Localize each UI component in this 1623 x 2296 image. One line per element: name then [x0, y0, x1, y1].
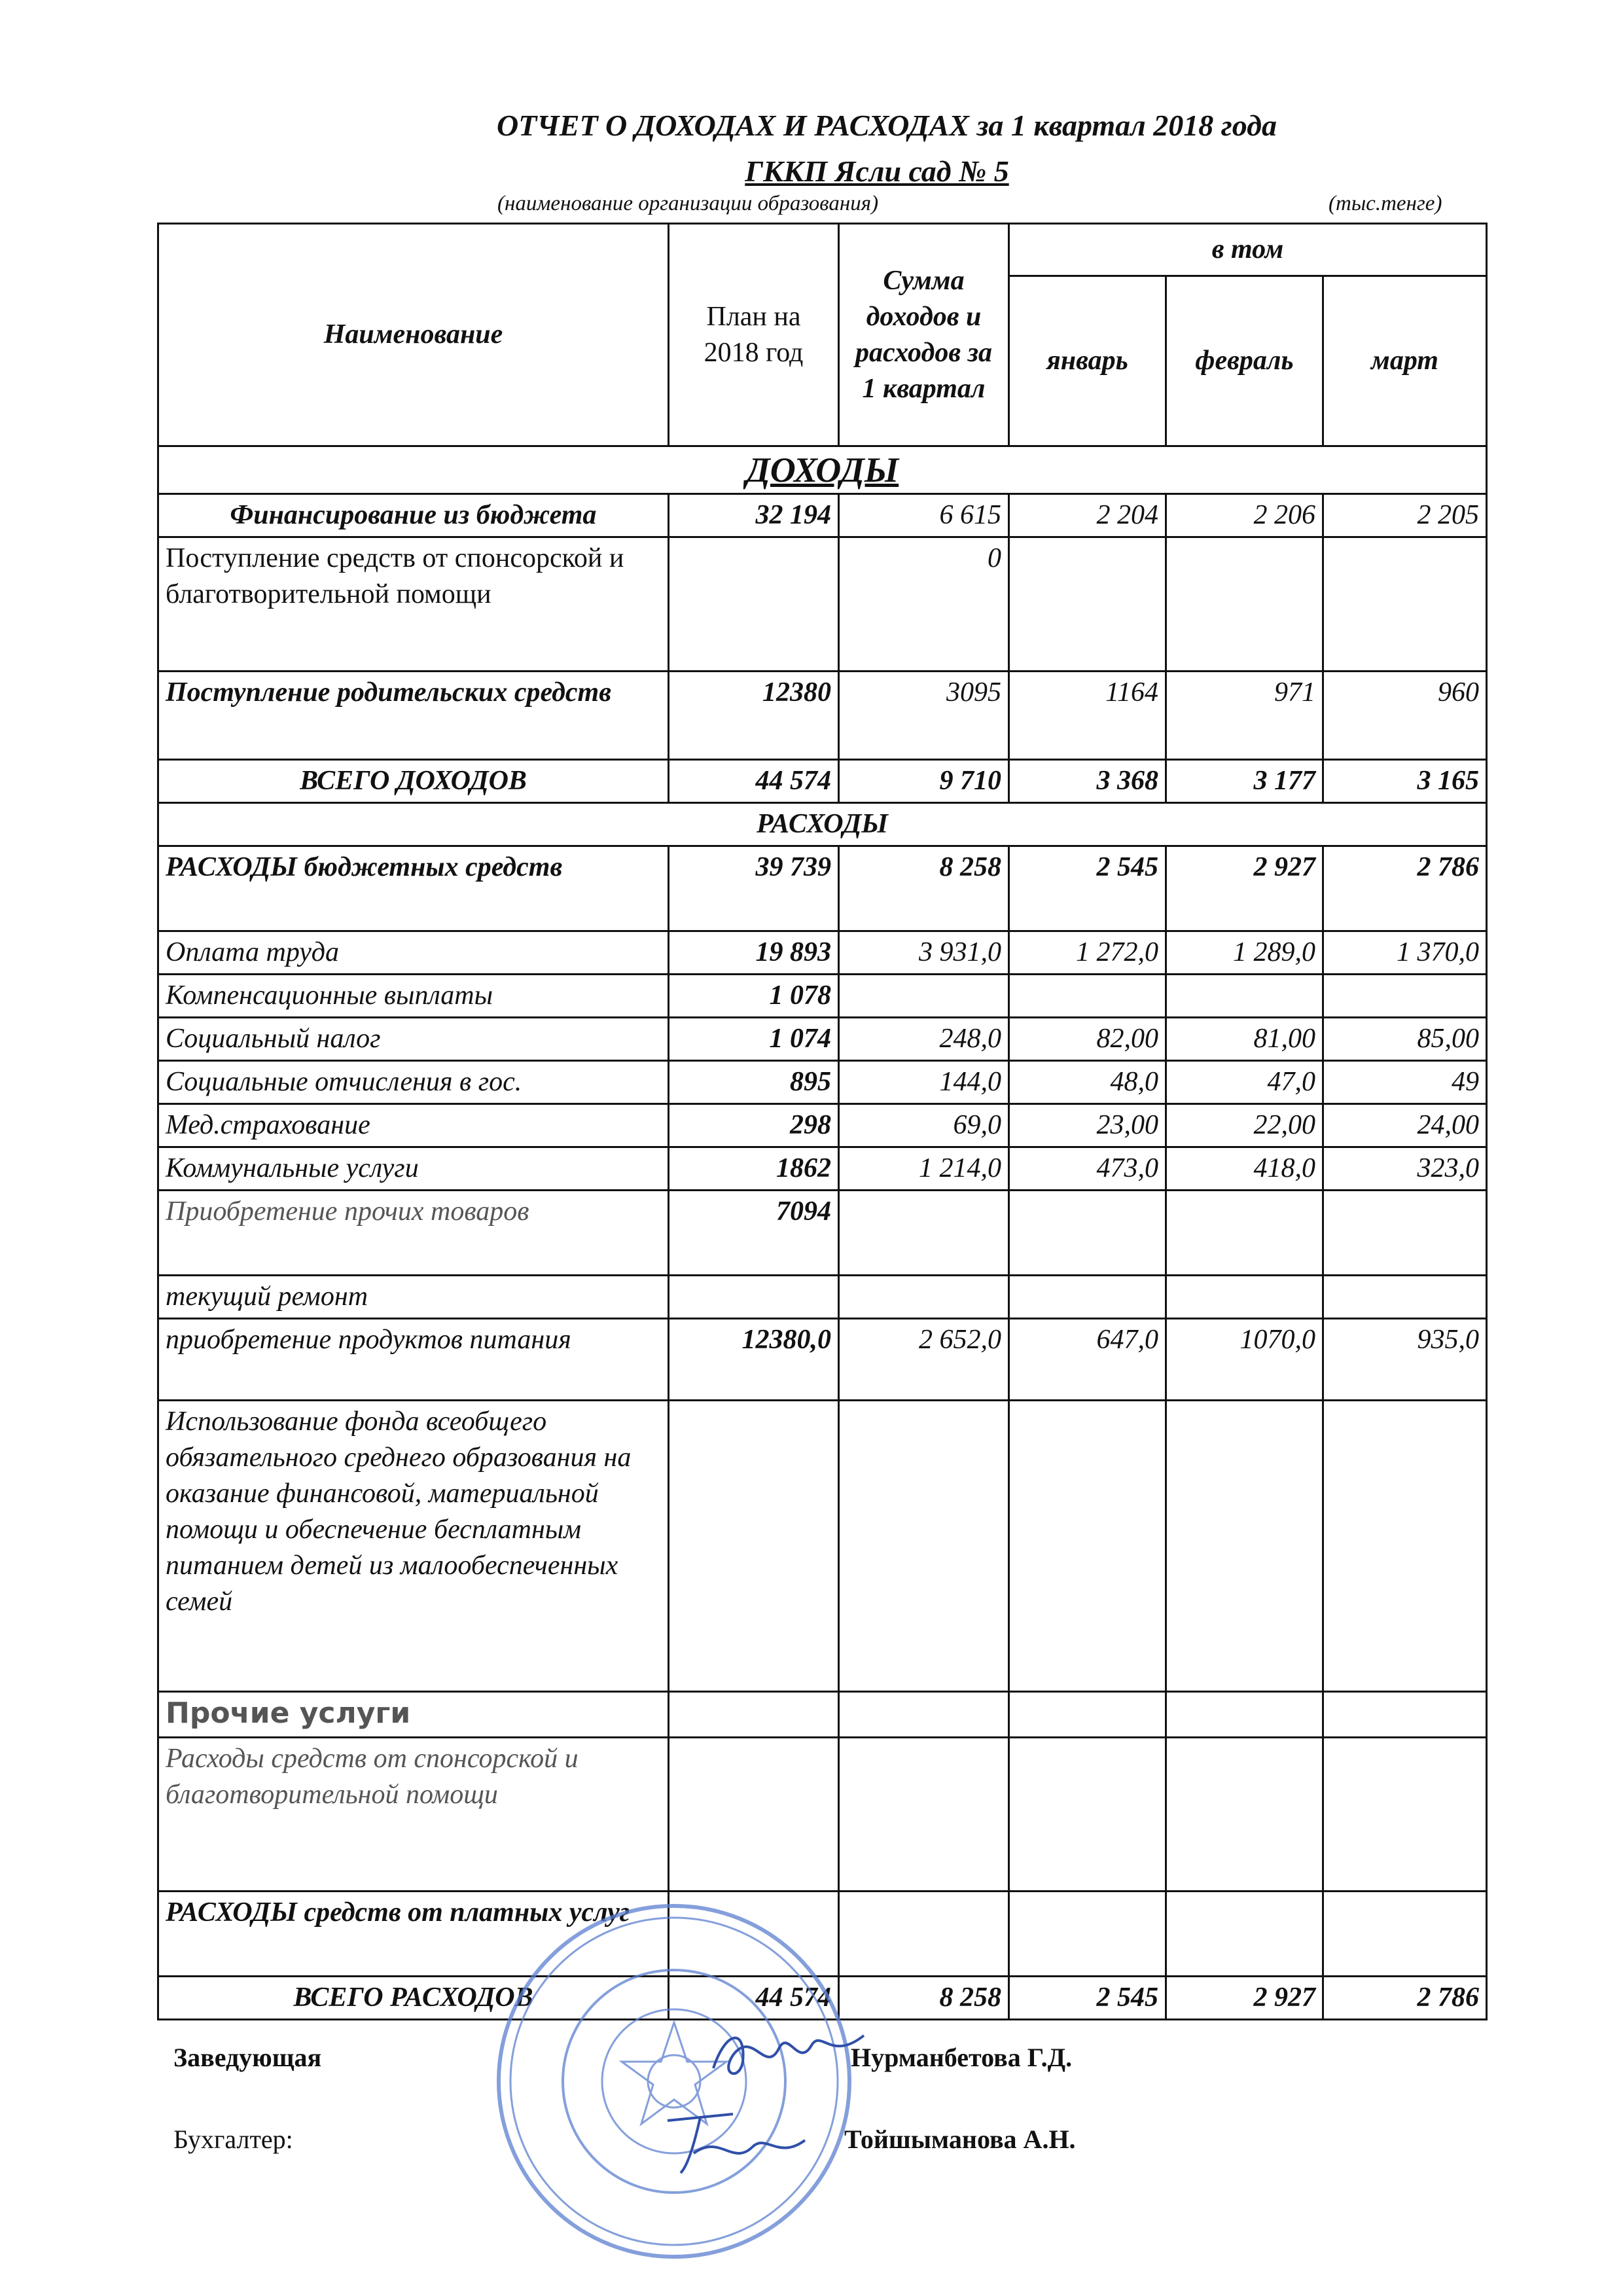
cell-sum: 3 931,0	[839, 931, 1009, 975]
cell-plan: 895	[669, 1061, 839, 1104]
cell-feb: 971	[1166, 672, 1323, 760]
report-table	[157, 223, 1488, 2020]
row-name: Компенсационные выплаты	[158, 975, 669, 1018]
cell-sum: 2 652,0	[839, 1319, 1009, 1401]
table-row	[158, 1147, 1487, 1191]
cell-mar	[1323, 1692, 1487, 1738]
unit-caption: (тыс.тенге)	[1329, 192, 1442, 215]
cell-plan: 1 074	[669, 1018, 839, 1061]
cell-feb: 3 177	[1166, 760, 1323, 803]
cell-mar: 85,00	[1323, 1018, 1487, 1061]
expenses-section-title: РАСХОДЫ	[158, 803, 1487, 846]
cell-plan: 32 194	[669, 494, 839, 537]
cell-feb: 2 206	[1166, 494, 1323, 537]
row-name: Мед.страхование	[158, 1104, 669, 1147]
table-row	[158, 494, 1487, 537]
table-row	[158, 1191, 1487, 1276]
cell-plan: 44 574	[669, 760, 839, 803]
cell-mar	[1323, 1738, 1487, 1892]
cell-sum: 6 615	[839, 494, 1009, 537]
row-name: Прочие услуги	[158, 1692, 669, 1738]
cell-sum: 1 214,0	[839, 1147, 1009, 1191]
income-section-title: ДОХОДЫ	[158, 446, 1487, 494]
cell-sum: 69,0	[839, 1104, 1009, 1147]
cell-plan: 1 078	[669, 975, 839, 1018]
cell-sum: 9 710	[839, 760, 1009, 803]
head-name: Нурманбетова Г.Д.	[851, 2043, 1073, 2072]
cell-sum: 8 258	[839, 1977, 1009, 2020]
cell-jan: 23,00	[1009, 1104, 1166, 1147]
cell-jan: 1 272,0	[1009, 931, 1166, 975]
cell-plan: 12380	[669, 672, 839, 760]
table-row	[158, 1738, 1487, 1892]
cell-plan: 298	[669, 1104, 839, 1147]
cell-mar	[1323, 1401, 1487, 1692]
row-name: Расходы средств от спонсорской и благотворительной помощи	[158, 1738, 669, 1892]
cell-jan: 1164	[1009, 672, 1166, 760]
row-name: приобретение продуктов питания	[158, 1319, 669, 1401]
cell-feb	[1166, 1892, 1323, 1977]
row-name: текущий ремонт	[158, 1276, 669, 1319]
cell-mar	[1323, 1276, 1487, 1319]
cell-jan: 473,0	[1009, 1147, 1166, 1191]
col-including-header: в том	[1009, 224, 1487, 276]
cell-feb	[1166, 1276, 1323, 1319]
cell-sum	[839, 1276, 1009, 1319]
cell-feb: 418,0	[1166, 1147, 1323, 1191]
cell-jan	[1009, 1276, 1166, 1319]
cell-plan: 12380,0	[669, 1319, 839, 1401]
cell-jan: 48,0	[1009, 1061, 1166, 1104]
cell-plan	[669, 1401, 839, 1692]
cell-sum: 248,0	[839, 1018, 1009, 1061]
row-name: Оплата труда	[158, 931, 669, 975]
cell-jan	[1009, 1191, 1166, 1276]
cell-jan	[1009, 975, 1166, 1018]
row-name: Поступление родительских средств	[158, 672, 669, 760]
cell-mar: 3 165	[1323, 760, 1487, 803]
cell-jan: 2 545	[1009, 846, 1166, 931]
expenses-section-row	[158, 803, 1487, 846]
cell-mar: 2 205	[1323, 494, 1487, 537]
cell-plan: 19 893	[669, 931, 839, 975]
table-row	[158, 537, 1487, 672]
cell-jan: 3 368	[1009, 760, 1166, 803]
cell-mar: 2 786	[1323, 1977, 1487, 2020]
accountant-name: Тойшыманова А.Н.	[844, 2125, 1076, 2154]
cell-mar	[1323, 1892, 1487, 1977]
head-signature-icon	[707, 2016, 870, 2088]
cell-jan	[1009, 1692, 1166, 1738]
cell-sum: 0	[839, 537, 1009, 672]
cell-jan	[1009, 1892, 1166, 1977]
table-row	[158, 1276, 1487, 1319]
cell-plan: 44 574	[669, 1977, 839, 2020]
cell-feb: 2 927	[1166, 1977, 1323, 2020]
col-sum-header: Сумма доходов и расходов за 1 квартал	[839, 224, 1009, 446]
accountant-label: Бухгалтер:	[173, 2125, 293, 2154]
cell-feb: 2 927	[1166, 846, 1323, 931]
row-name: Финансирование из бюджета	[158, 494, 669, 537]
cell-feb: 22,00	[1166, 1104, 1323, 1147]
header-row	[158, 224, 1487, 276]
col-plan-header: План на 2018 год	[669, 224, 839, 446]
cell-feb	[1166, 537, 1323, 672]
table-row	[158, 975, 1487, 1018]
cell-feb: 1 289,0	[1166, 931, 1323, 975]
row-name: Коммунальные услуги	[158, 1147, 669, 1191]
income-total-row	[158, 760, 1487, 803]
table-row	[158, 1104, 1487, 1147]
head-label: Заведующая	[173, 2043, 322, 2072]
cell-sum	[839, 1191, 1009, 1276]
cell-jan: 2 545	[1009, 1977, 1166, 2020]
cell-sum: 3095	[839, 672, 1009, 760]
row-name: Социальные отчисления в гос.	[158, 1061, 669, 1104]
cell-sum	[839, 1401, 1009, 1692]
cell-sum	[839, 1738, 1009, 1892]
cell-jan	[1009, 1738, 1166, 1892]
cell-mar	[1323, 1191, 1487, 1276]
cell-jan	[1009, 537, 1166, 672]
cell-feb	[1166, 975, 1323, 1018]
cell-mar: 24,00	[1323, 1104, 1487, 1147]
table-row	[158, 1018, 1487, 1061]
organization-name: ГККП Ясли сад № 5	[745, 154, 1009, 188]
table-row	[158, 846, 1487, 931]
organization-caption: (наименование организации образования)	[497, 192, 879, 215]
cell-feb: 47,0	[1166, 1061, 1323, 1104]
cell-mar	[1323, 975, 1487, 1018]
row-name: Социальный налог	[158, 1018, 669, 1061]
cell-plan	[669, 537, 839, 672]
row-name: ВСЕГО ДОХОДОВ	[158, 760, 669, 803]
cell-mar: 960	[1323, 672, 1487, 760]
cell-feb	[1166, 1401, 1323, 1692]
cell-feb	[1166, 1692, 1323, 1738]
col-mar-header: март	[1323, 276, 1487, 446]
cell-jan: 82,00	[1009, 1018, 1166, 1061]
cell-mar	[1323, 537, 1487, 672]
cell-sum	[839, 975, 1009, 1018]
col-feb-header: февраль	[1166, 276, 1323, 446]
cell-feb: 81,00	[1166, 1018, 1323, 1061]
cell-jan	[1009, 1401, 1166, 1692]
cell-plan	[669, 1276, 839, 1319]
cell-mar: 2 786	[1323, 846, 1487, 931]
row-name: РАСХОДЫ средств от платных услуг	[158, 1892, 669, 1977]
cell-jan: 647,0	[1009, 1319, 1166, 1401]
col-name-header: Наименование	[158, 224, 669, 446]
table-row	[158, 1692, 1487, 1738]
row-name: Использование фонда всеобщего обязательного среднего образования на оказание финансовой, материальной помощи и обеспечение бесплатным питанием детей из малообеспеченных семей	[158, 1401, 669, 1692]
cell-plan: 39 739	[669, 846, 839, 931]
cell-sum: 8 258	[839, 846, 1009, 931]
cell-sum	[839, 1692, 1009, 1738]
cell-plan	[669, 1738, 839, 1892]
cell-plan	[669, 1692, 839, 1738]
cell-feb	[1166, 1738, 1323, 1892]
report-title: ОТЧЕТ О ДОХОДАХ И РАСХОДАХ за 1 квартал 2018 года	[497, 109, 1277, 142]
col-jan-header: январь	[1009, 276, 1166, 446]
table-row	[158, 672, 1487, 760]
cell-mar: 49	[1323, 1061, 1487, 1104]
row-name: Поступление средств от спонсорской и благотворительной помощи	[158, 537, 669, 672]
row-name: РАСХОДЫ бюджетных средств	[158, 846, 669, 931]
cell-jan: 2 204	[1009, 494, 1166, 537]
table-row	[158, 1401, 1487, 1692]
row-name: ВСЕГО РАСХОДОВ	[158, 1977, 669, 2020]
cell-sum: 144,0	[839, 1061, 1009, 1104]
cell-feb: 1070,0	[1166, 1319, 1323, 1401]
cell-mar: 323,0	[1323, 1147, 1487, 1191]
cell-mar: 1 370,0	[1323, 931, 1487, 975]
cell-plan: 1862	[669, 1147, 839, 1191]
table-row	[158, 1319, 1487, 1401]
table-row	[158, 1061, 1487, 1104]
row-name: Приобретение прочих товаров	[158, 1191, 669, 1276]
cell-feb	[1166, 1191, 1323, 1276]
income-section-row	[158, 446, 1487, 494]
cell-plan: 7094	[669, 1191, 839, 1276]
accountant-signature-icon	[654, 2094, 818, 2179]
table-row	[158, 931, 1487, 975]
cell-mar: 935,0	[1323, 1319, 1487, 1401]
cell-sum	[839, 1892, 1009, 1977]
